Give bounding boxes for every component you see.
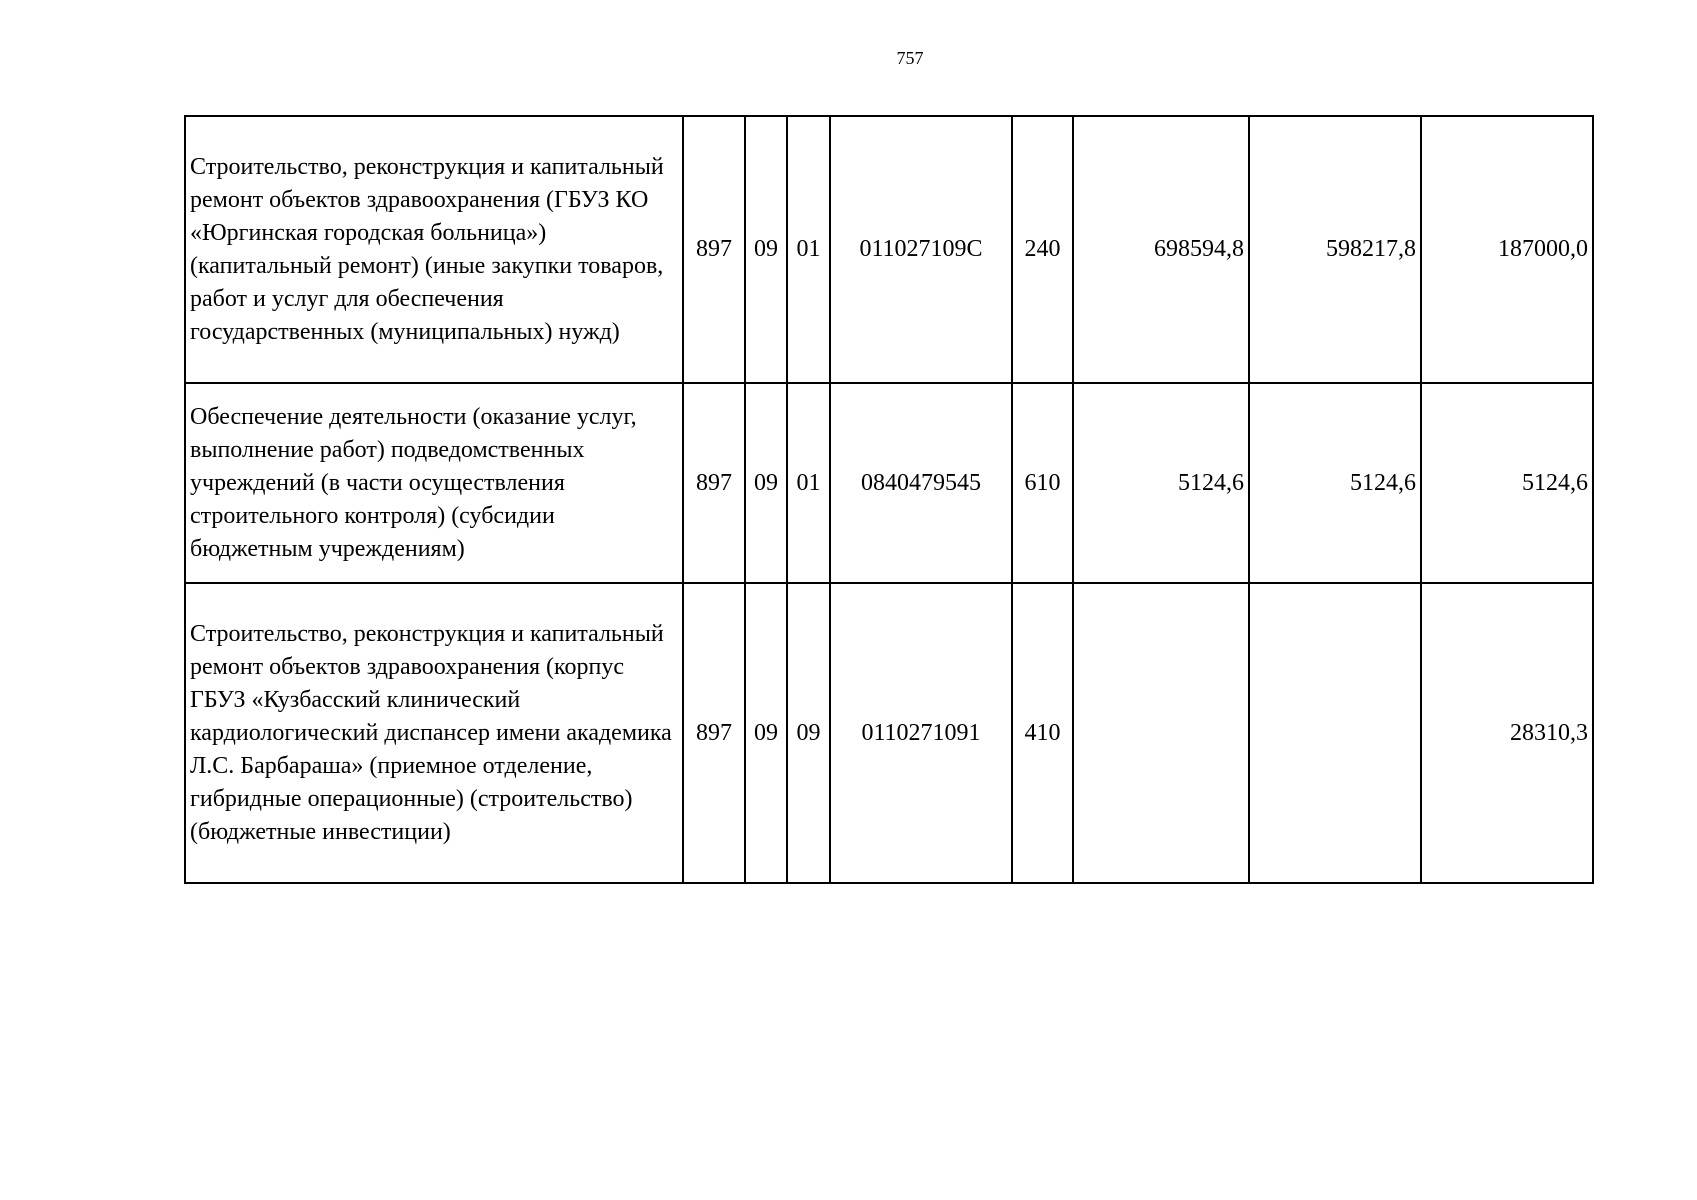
table-row (185, 583, 1593, 883)
amount-2: 598217,8 (1249, 116, 1421, 383)
expense-type-code: 410 (1012, 583, 1073, 883)
section-code: 09 (745, 583, 787, 883)
amount-2 (1249, 583, 1421, 883)
row-description: Строительство, реконструкция и капитальный ремонт объектов здравоохранения (корпус ГБУЗ «Кузбасский клинический кардиологический диспансер имени академика Л.С. Барбараша» (приемное отделение, гибридные операционные) (строительство) (бюджетные инвестиции) (185, 583, 683, 883)
table-row (185, 116, 1593, 383)
amount-1: 698594,8 (1073, 116, 1249, 383)
target-article-code: 0110271091 (830, 583, 1012, 883)
ministry-code: 897 (683, 116, 745, 383)
row-description: Строительство, реконструкция и капитальный ремонт объектов здравоохранения (ГБУЗ КО «Юргинская городская больница») (капитальный ремонт) (иные закупки товаров, работ и услуг для обеспечения государственных (муниципальных) нужд) (185, 116, 683, 383)
amount-3: 187000,0 (1421, 116, 1593, 383)
budget-table (184, 115, 1594, 884)
target-article-code: 0840479545 (830, 383, 1012, 583)
section-code: 09 (745, 383, 787, 583)
section-code: 09 (745, 116, 787, 383)
subsection-code: 01 (787, 116, 830, 383)
expense-type-code: 240 (1012, 116, 1073, 383)
ministry-code: 897 (683, 583, 745, 883)
subsection-code: 09 (787, 583, 830, 883)
target-article-code: 011027109С (830, 116, 1012, 383)
amount-3: 5124,6 (1421, 383, 1593, 583)
table-row (185, 383, 1593, 583)
subsection-code: 01 (787, 383, 830, 583)
amount-1: 5124,6 (1073, 383, 1249, 583)
ministry-code: 897 (683, 383, 745, 583)
amount-1 (1073, 583, 1249, 883)
amount-3: 28310,3 (1421, 583, 1593, 883)
page-number: 757 (896, 48, 924, 68)
amount-2: 5124,6 (1249, 383, 1421, 583)
row-description: Обеспечение деятельности (оказание услуг, выполнение работ) подведомственных учреждений (в части осуществления строительного контроля) (субсидии бюджетным учреждениям) (185, 383, 683, 583)
expense-type-code: 610 (1012, 383, 1073, 583)
